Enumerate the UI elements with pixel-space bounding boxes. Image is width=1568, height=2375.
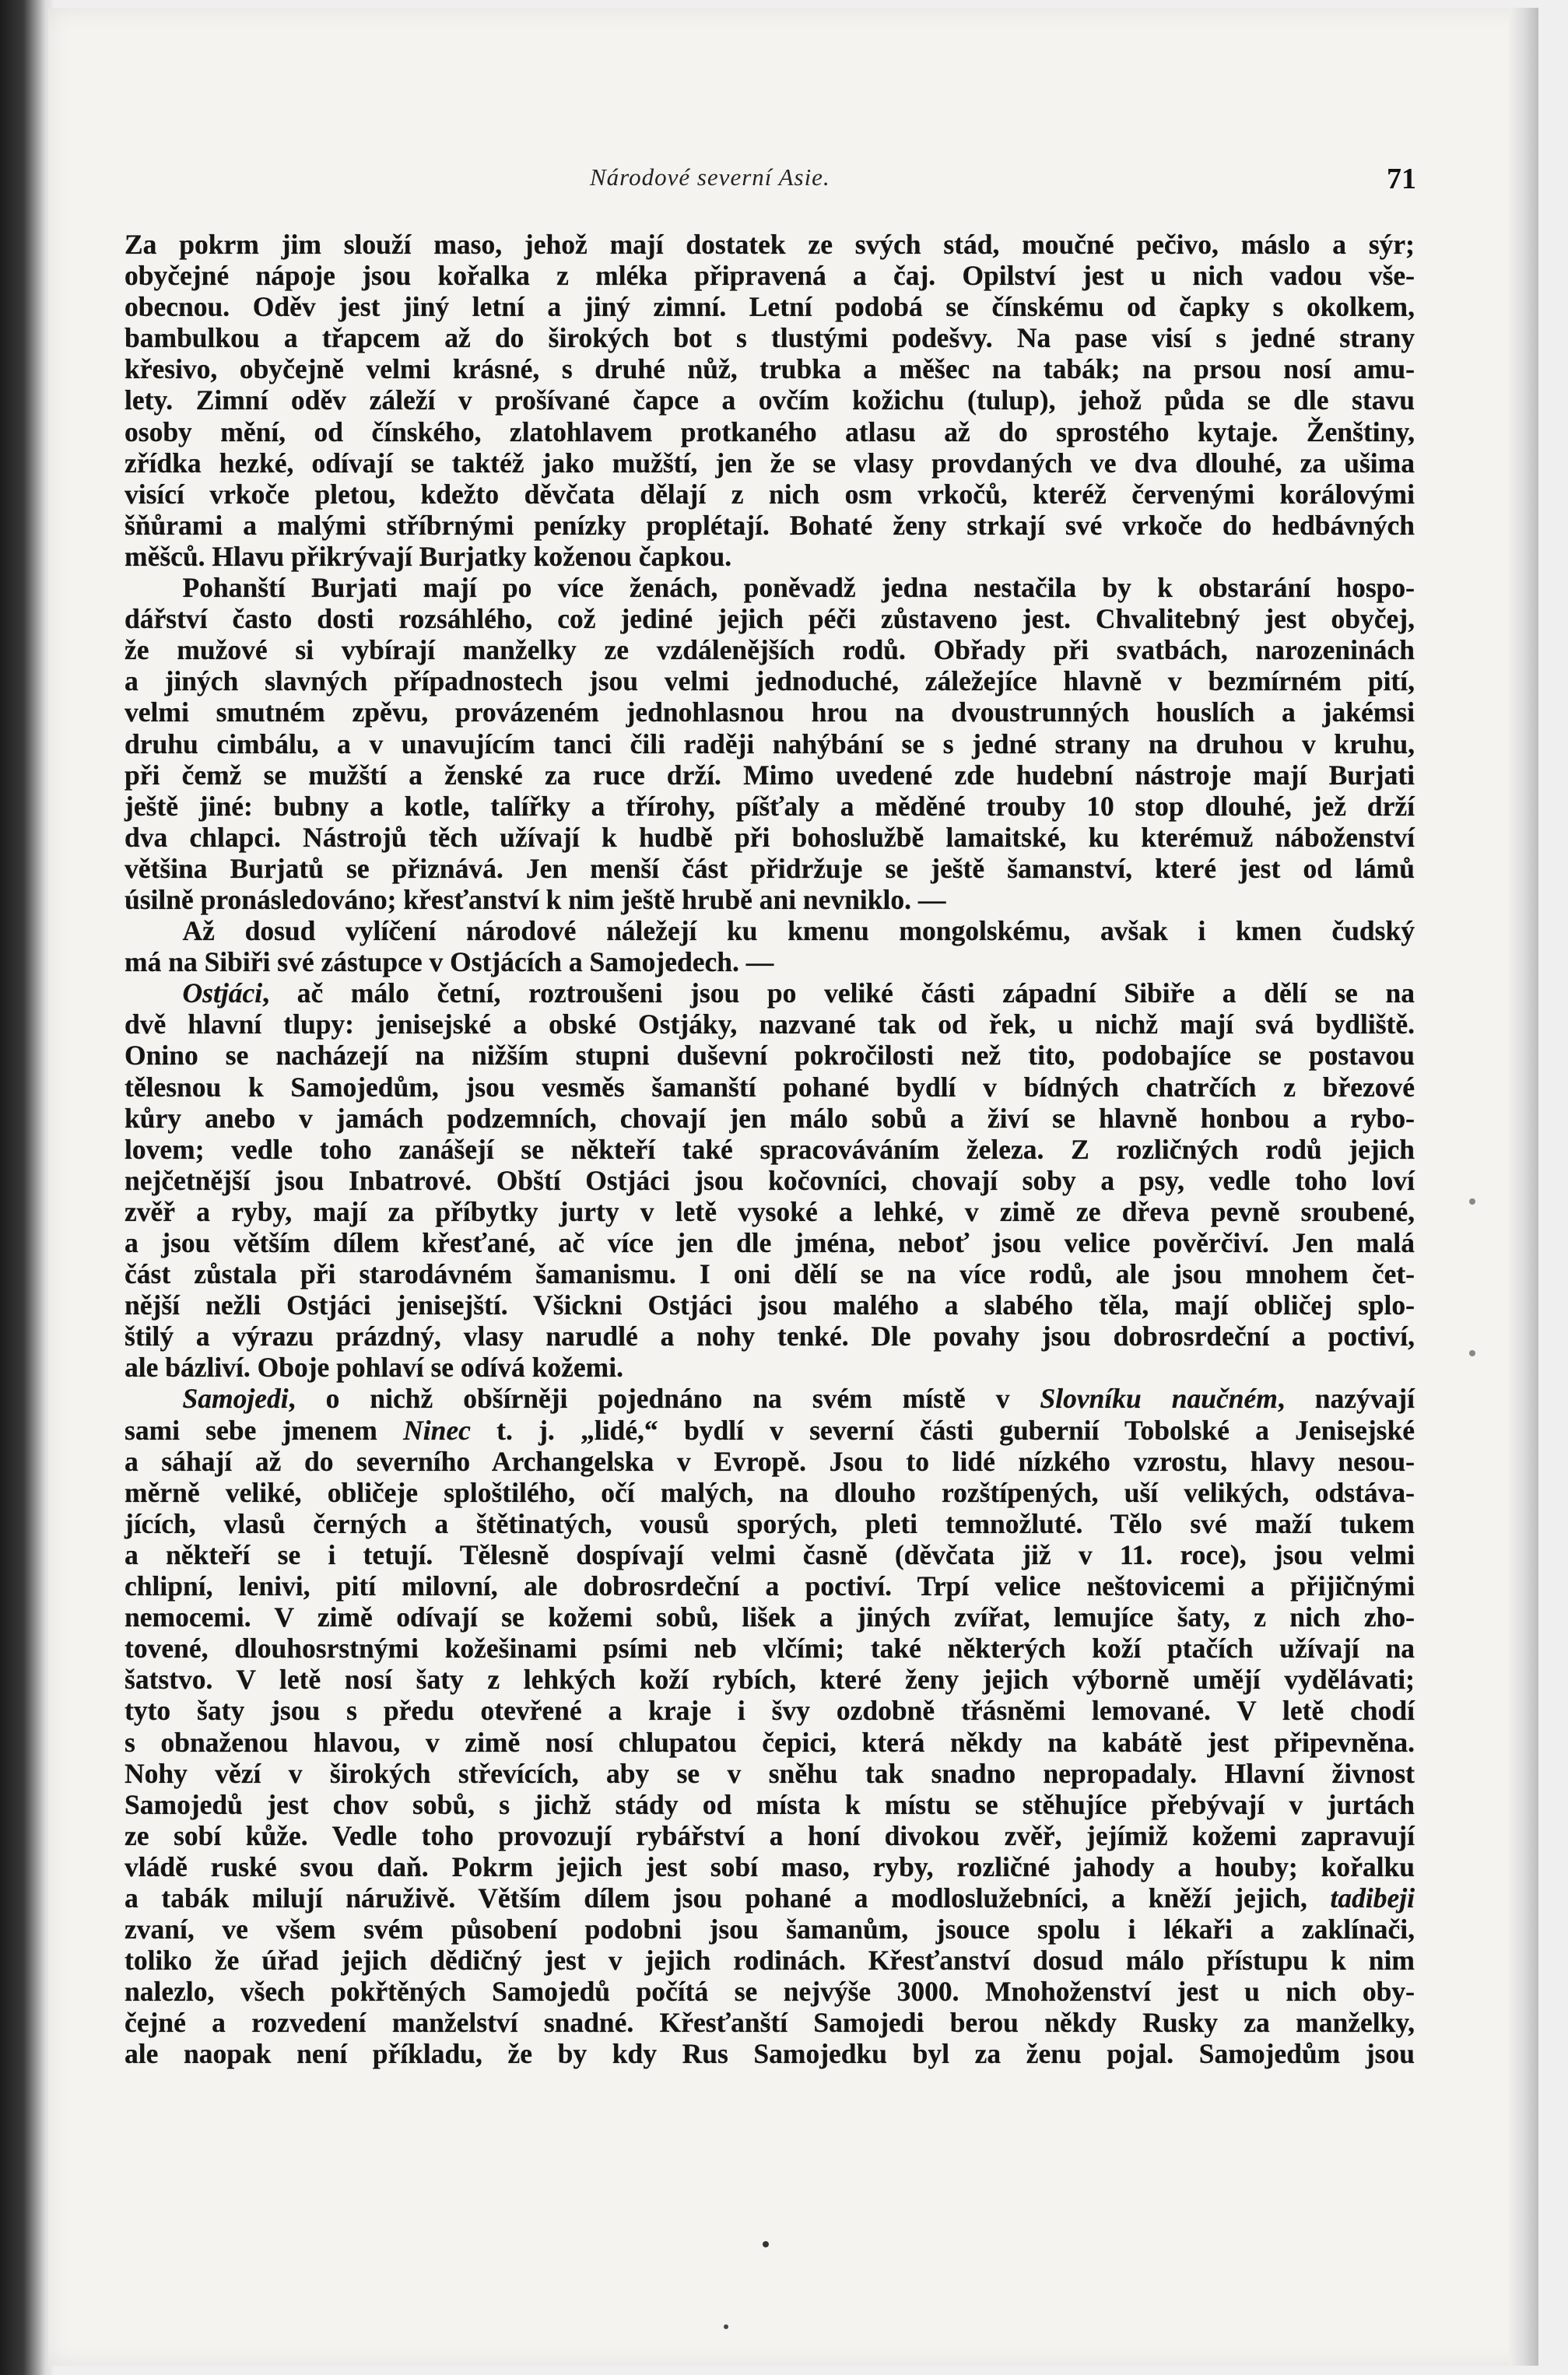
text-line: velmi smutném zpěvu, provázeném jednohlasnou hrou na dvoustrunných houslích a jakémsi — [125, 696, 1415, 728]
text-line: obyčejné nápoje jsou kořalka z mléka připravená a čaj. Opilství jest u nich vadou vše- — [125, 260, 1415, 292]
text-line: obecnou. Oděv jest jiný letní a jiný zimní. Letní podobá se čínskému od čapky s okolkem, — [125, 291, 1415, 323]
text-line: s obnaženou hlavou, v zimě nosí chlupatou čepici, která někdy na kabátě jest připevněna. — [125, 1726, 1415, 1758]
text-line: tyto šaty jsou s předu otevřené a kraje i švy ozdobně třásněmi lemované. V letě chodí — [125, 1695, 1415, 1727]
body-text — [125, 229, 1415, 2070]
text-line: čejné a rozvedení manželství snadné. Křesťanští Samojedi berou někdy Rusky za manželky, — [125, 2007, 1415, 2039]
text-line: při čemž se mužští a ženské za ruce drží. Mimo uvedené zde hudební nástroje mají Burjati — [125, 759, 1415, 791]
text-line: Samojedi, o nichž obšírněji pojednáno na svém místě v Slovníku naučném, nazývají — [182, 1383, 1415, 1415]
running-title: Národové severní Asie. — [590, 163, 830, 191]
text-line: kůry anebo v jamách podzemních, chovají jen málo sobů a živí se hlavně honbou a rybo- — [125, 1102, 1415, 1134]
text-line: Ostjáci, ač málo četní, roztroušeni jsou po veliké části západní Sibiře a dělí se na — [182, 977, 1415, 1009]
text-line: a jiných slavných případnostech jsou velmi jednoduché, záležejíce hlavně v bezmírném pití, — [125, 665, 1415, 697]
text-line: ze sobí kůže. Vedle toho provozují rybářství a honí divokou zvěř, jejímiž kožemi zapravují — [125, 1819, 1415, 1851]
text-line: nalezlo, všech pokřtěných Samojedů počítá se nejvýše 3000. Mnohoženství jest u nich oby- — [125, 1976, 1415, 2008]
text-line: lovem; vedle toho zanášejí se někteří také spracováváním železa. Z rozličných rodů jejich — [125, 1133, 1415, 1165]
text-line: Až dosud vylíčení národové náležejí ku kmenu mongolskému, avšak i kmen čudský — [182, 915, 1415, 947]
text-line: a tabák milují náruživě. Větším dílem jsou pohané a modloslužebníci, a kněží jejich, tadibeji — [125, 1882, 1415, 1914]
text-line: Samojedů jest chov sobů, s jichž stády od místa k místu se stěhujíce přebývají v jurtách — [125, 1788, 1415, 1820]
page-edge-shadow — [1509, 8, 1538, 2366]
text-line: Onino se nacházejí na nižším stupni duševní pokročilosti než tito, podobajíce se postavou — [125, 1040, 1415, 1072]
page-header — [48, 163, 1538, 210]
text-line: měšců. Hlavu přikrývají Burjatky koženou čapkou. — [125, 540, 732, 572]
text-line: a sáhají až do severního Archangelska v Evropě. Jsou to lidé nízkého vzrostu, hlavy nesou- — [125, 1445, 1415, 1477]
text-line: úsilně pronásledováno; křesťanství k nim ještě hrubě ani nevniklo. — — [125, 883, 946, 915]
text-line: bambulkou a třapcem až do širokých bot s tlustými podešvy. Na pase visí s jedné strany — [125, 322, 1415, 354]
text-line: dva chlapci. Nástrojů těch užívají k hudbě při bohoslužbě lamaitské, ku kterémuž náboženství — [125, 821, 1415, 853]
print-speck — [724, 2324, 728, 2329]
text-line: tovené, dlouhosrstnými kožešinami psími neb vlčími; také některých koží ptačích užívají na — [125, 1633, 1415, 1665]
text-line: nejčetnější jsou Inbatrové. Obští Ostjáci jsou kočovníci, chovají soby a psy, vedle toho loví — [125, 1164, 1415, 1196]
text-line: toliko že úřad jejich dědičný jest v jejich rodinách. Křesťanství dosud málo přístupu k nim — [125, 1945, 1415, 1977]
text-line: osoby mění, od čínského, zlatohlavem protkaného atlasu až do sprostého kytaje. Ženštiny, — [125, 416, 1415, 447]
text-line: nemocemi. V zimě odívají se kožemi sobů, lišek a jiných zvířat, lemujíce šaty, z nich zho- — [125, 1601, 1415, 1633]
text-line: sami sebe jmenem Ninec t. j. „lidé,“ bydlí v severní části gubernií Tobolské a Jenisejské — [125, 1414, 1415, 1446]
text-line: tělesnou k Samojedům, jsou vesměs šamanští pohané bydlí v bídných chatrčích z březové — [125, 1071, 1415, 1103]
text-line: dvě hlavní tlupy: jenisejské a obské Ostjáky, nazvané tak od řek, u nichž mají svá bydliště. — [125, 1009, 1415, 1040]
text-line: chlipní, lenivi, pití milovní, ale dobrosrdeční a poctiví. Trpí velice neštovicemi a přijičnými — [125, 1570, 1415, 1602]
text-line: visící vrkoče pletou, kdežto děvčata dělají z nich osm vrkočů, kteréž červenými korálovými — [125, 478, 1415, 510]
text-line: ale naopak není příkladu, že by kdy Rus Samojedku byl za ženu pojal. Samojedům jsou — [125, 2038, 1415, 2070]
text-line: šňůrami a malými stříbrnými penízky proplétají. Bohaté ženy strkají své vrkoče do hedbávných — [125, 509, 1415, 541]
print-speck — [763, 2241, 769, 2247]
text-line: štilý a výrazu prázdný, vlasy narudlé a nohy tenké. Dle povahy jsou dobrosrdeční a poctiví, — [125, 1321, 1415, 1352]
text-line: nější nežli Ostjáci jenisejští. Všickni Ostjáci jsou malého a slabého těla, mají obličej splo- — [125, 1289, 1415, 1321]
edge-speck — [1469, 1198, 1475, 1205]
text-line: Pohanští Burjati mají po více ženách, poněvadž jedna nestačila by k obstarání hospo- — [182, 572, 1415, 604]
text-line: druhu cimbálu, a v unavujícím tanci čili raději nahýbání se s jedné strany na druhou v kruhu, — [125, 728, 1415, 760]
text-line: vládě ruské svou daň. Pokrm jejich jest sobí maso, ryby, rozličné jahody a houby; kořalku — [125, 1851, 1415, 1882]
text-line: šatstvo. V letě nosí šaty z lehkých koží rybích, které ženy jejich výborně umějí vydělávati; — [125, 1664, 1415, 1696]
text-line: zvaní, ve všem svém působení podobni jsou šamanům, jsouce spolu i lékaři a zaklínači, — [125, 1914, 1415, 1945]
text-line: ale bázliví. Oboje pohlaví se odívá kožemi. — [125, 1352, 623, 1384]
text-line: že mužové si vybírají manželky ze vzdálenějších rodů. Obřady při svatbách, narozeninách — [125, 634, 1415, 666]
text-line: a jsou větším dílem křesťané, ač více jen dle jména, neboť jsou velice pověrčiví. Jen malá — [125, 1227, 1415, 1258]
text-line: Za pokrm jim slouží maso, jehož mají dostatek ze svých stád, moučné pečivo, máslo a sýr; — [125, 229, 1415, 260]
text-line: lety. Zimní oděv záleží v prošívané čapce a ovčím kožichu (tulup), jehož půda se dle stavu — [125, 384, 1415, 416]
text-line: většina Burjatů se přiznává. Jen menší část přidržuje se ještě šamanství, které jest od lámů — [125, 852, 1415, 884]
page-number: 71 — [1387, 163, 1416, 195]
text-line: zvěř a ryby, mají za příbytky jurty v letě vysoké a lehké, v zimě ze dřeva pevně sroubené, — [125, 1195, 1415, 1227]
text-line: jících, vlasů černých a štětinatých, vousů sporých, pleti temnožluté. Tělo své maží tukem — [125, 1507, 1415, 1539]
text-line: část zůstala při starodávném šamanismu. I oni dělí se na více rodů, ale jsou mnohem čet- — [125, 1258, 1415, 1290]
book-page — [48, 8, 1538, 2366]
text-line: Nohy vězí v širokých střevících, aby se v sněhu tak snadno nepropadaly. Hlavní živnost — [125, 1757, 1415, 1789]
text-line: měrně veliké, obličeje sploštilého, očí malých, na dlouho rozštípených, uší velikých, odstáva- — [125, 1476, 1415, 1508]
edge-speck — [1469, 1350, 1475, 1356]
text-line: ještě jiné: bubny a kotle, talířky a třírohy, píšťaly a měděné trouby 10 stop dlouhé, jež drží — [125, 790, 1415, 822]
text-line: dářství často dosti rozsáhlého, což jediné jejich péči zůstaveno jest. Chvalitebný jest obyčej, — [125, 603, 1415, 635]
text-line: zřídka hezké, odívají se taktéž jako mužští, jen že se vlasy provdaných ve dva dlouhé, za ušima — [125, 447, 1415, 479]
text-line: má na Sibiři své zástupce v Ostjácích a Samojedech. — — [125, 946, 774, 978]
text-line: a někteří se i tetují. Tělesně dospívají velmi časně (děvčata již v 11. roce), jsou velmi — [125, 1538, 1415, 1570]
text-line: křesivo, obyčejně velmi krásné, s druhé nůž, trubka a měšec na tabák; na prsou nosí amu- — [125, 353, 1415, 385]
